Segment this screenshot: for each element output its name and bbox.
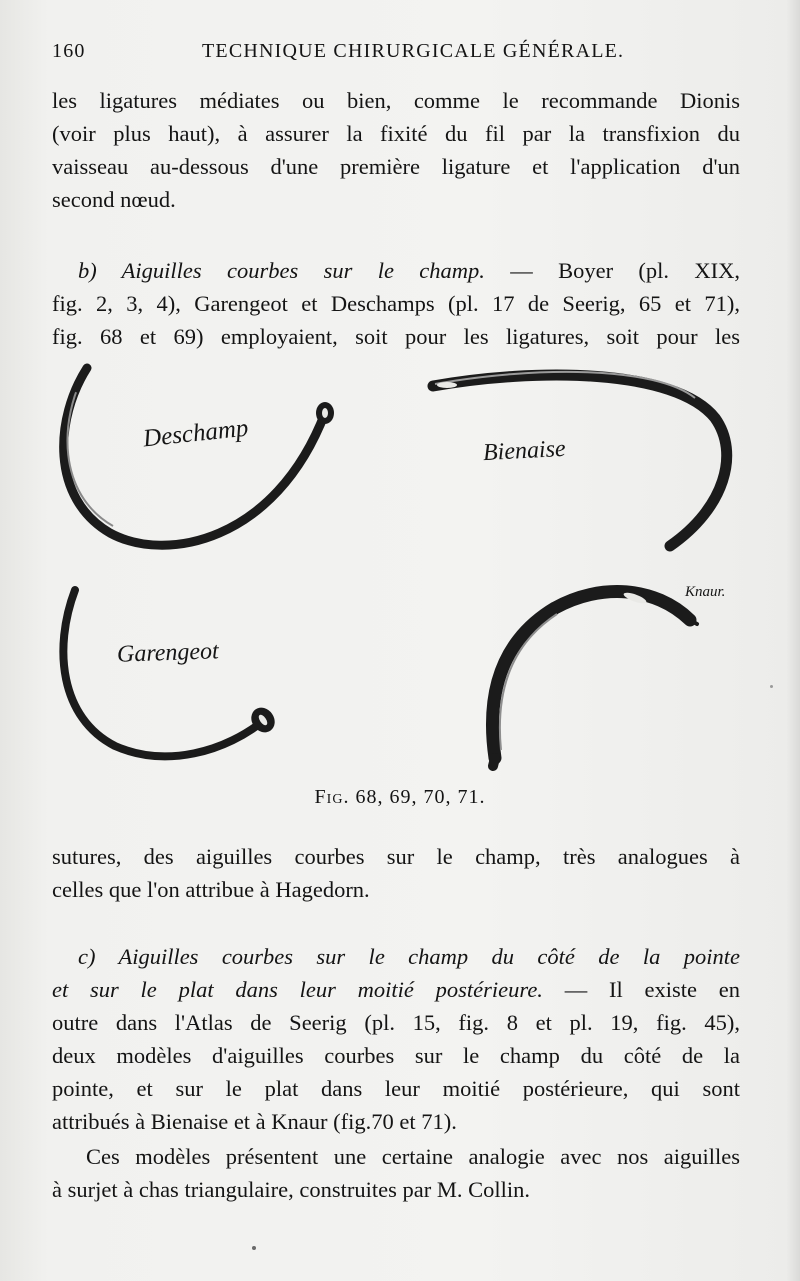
text-line: Ces modèles présentent une certaine analogie avec nos aiguilles <box>86 1144 740 1169</box>
text-line: (voir plus haut), à assurer la fixité du fil par la transfixion du <box>52 121 740 146</box>
paper-speck <box>770 685 773 688</box>
paragraph-aiguilles-pointe <box>52 940 740 1138</box>
paragraph-ligatures <box>52 84 740 216</box>
figure-caption <box>0 786 800 809</box>
text-line: outre dans l'Atlas de Seerig (pl. 15, fig. 8 et pl. 19, fig. 45), <box>52 1010 740 1035</box>
label-garengeot: Garengeot <box>116 638 220 668</box>
garengeot-needle <box>63 590 279 756</box>
needles-figure <box>55 358 745 798</box>
text-line: attribués à Bienaise et à Knaur (fig.70 et 71). <box>52 1109 457 1134</box>
page-header <box>52 40 752 68</box>
text-line: deux modèles d'aiguilles courbes sur le champ du côté de la <box>52 1043 740 1068</box>
label-bienaise: Bienaise <box>482 435 567 467</box>
section-heading-b: b) Aiguilles courbes sur le champ. <box>78 258 485 283</box>
text-line: les ligatures médiates ou bien, comme le recommande Dionis <box>52 88 740 113</box>
text-line: sutures, des aiguilles courbes sur le champ, très analogues à <box>52 844 740 869</box>
paper-speck <box>252 1246 256 1250</box>
bienaise-needle <box>433 372 727 546</box>
running-title: TECHNIQUE CHIRURGICALE GÉNÉRALE. <box>202 40 625 62</box>
text-line: celles que l'on attribue à Hagedorn. <box>52 877 370 902</box>
label-deschamp: Deschamp <box>141 414 250 453</box>
label-knaur: Knaur. <box>685 584 726 600</box>
paragraph-modeles <box>52 1140 740 1206</box>
text-line: fig. 68 et 69) employaient, soit pour les ligatures, soit pour les <box>52 324 740 349</box>
text-run: — Boyer (pl. XIX, <box>484 258 740 283</box>
page-edge-shadow <box>786 0 800 1281</box>
text-line: à surjet à chas triangulaire, construites par M. Collin. <box>52 1177 530 1202</box>
section-heading-c-cont: et sur le plat dans leur moitié postérieure. <box>52 977 543 1002</box>
text-run: — Il existe en <box>542 977 741 1002</box>
section-heading-c: c) Aiguilles courbes sur le champ du côté de la pointe <box>78 944 740 969</box>
text-line: vaisseau au-dessous d'une première ligature et l'application d'un <box>52 154 740 179</box>
paragraph-sutures <box>52 840 740 906</box>
text-line: pointe, et sur le plat dans leur moitié postérieure, qui sont <box>52 1076 740 1101</box>
text-line: second nœud. <box>52 187 176 212</box>
deschamp-needle <box>64 368 334 545</box>
knaur-needle <box>493 591 698 766</box>
caption-numbers: 68, 69, 70, 71. <box>355 786 486 808</box>
page-number: 160 <box>52 40 86 62</box>
text-line <box>52 973 740 1006</box>
paragraph-aiguilles-champ <box>52 254 740 353</box>
text-line: fig. 2, 3, 4), Garengeot et Deschamps (pl. 17 de Seerig, 65 et 71), <box>52 291 740 316</box>
text-line <box>52 254 740 287</box>
caption-prefix: Fig. <box>314 786 350 808</box>
